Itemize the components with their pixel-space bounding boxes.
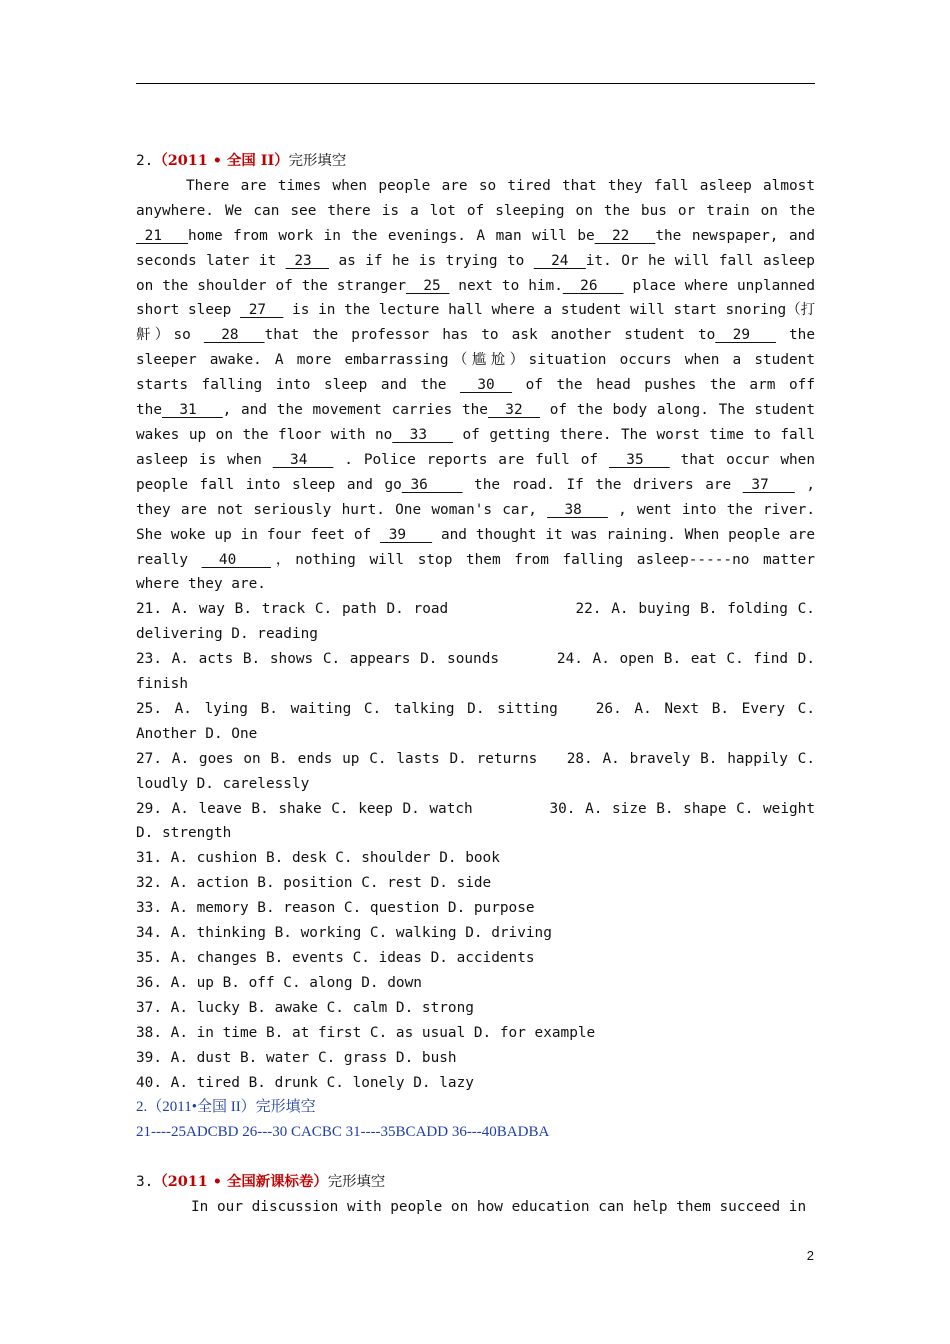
- option-row: 21. A. way B. track C. path D. road 22. A. buying B. folding C. delivering D. reading: [136, 601, 815, 643]
- passage-text: it. Or he will fall asleep on the shoulder of the stranger: [136, 252, 815, 294]
- passage-text: that occur when people fall into sleep and go: [136, 451, 815, 493]
- option-row: 33. A. memory B. reason C. question D. purpose: [136, 900, 535, 917]
- section-3-heading: [136, 1170, 815, 1195]
- cloze-blank: __29___: [715, 327, 776, 344]
- page-number: 2: [806, 1248, 814, 1263]
- section-2-title: 完形填空: [288, 153, 347, 169]
- passage-text: that the professor has to ask another student to: [264, 327, 716, 344]
- passage-text: the newspaper, and seconds later it: [136, 227, 815, 269]
- option-row: 37. A. lucky B. awake C. calm D. strong: [136, 999, 474, 1016]
- cloze-blank: __35___: [608, 451, 670, 468]
- cloze-blank: _36____: [401, 476, 463, 493]
- header-rule: [136, 83, 815, 84]
- option-row: 32. A. action B. position C. rest D. side: [136, 875, 492, 892]
- answer-heading: 2.（2011•全国 II）完形填空: [136, 1099, 316, 1116]
- cloze-blank: __34___: [272, 451, 334, 468]
- passage-text: There are times when people are so tired that they fall asleep almost anywhere. We can see there is a lot of sleeping on the bus or train on the: [136, 177, 815, 219]
- option-row: 38. A. in time B. at first C. as usual D. for example: [136, 1024, 596, 1041]
- option-row: 27. A. goes on B. ends up C. lasts D. returns 28. A. bravely B. happily C. loudly D. carelessly: [136, 750, 815, 792]
- passage-text: the road. If the drivers are: [462, 476, 743, 493]
- passage-text: of the head pushes the arm off the: [136, 377, 815, 419]
- cloze-blank: __30__: [460, 377, 513, 394]
- section-3-title: 完形填空: [327, 1174, 386, 1191]
- section-3-number: 3.: [136, 1174, 154, 1191]
- passage-text: ，nothing will stop them from falling asleep-----no matter where they are.: [136, 551, 815, 593]
- option-row: 31. A. cushion B. desk C. shoulder D. book: [136, 850, 500, 867]
- section-3-source: （2011 • 全国新课标卷）: [153, 1173, 328, 1191]
- passage-text: of the body along. The student wakes up on the floor with no: [136, 402, 815, 443]
- cloze-blank: __33___: [392, 426, 453, 443]
- section-2-number: 2.: [136, 153, 154, 169]
- passage-text: of getting there. The worst time to fall asleep is when: [136, 426, 815, 468]
- passage-text: . Police reports are full of: [333, 451, 609, 468]
- section-2-passage: [136, 174, 815, 597]
- cloze-blank: _39___: [380, 526, 433, 543]
- option-row: 29. A. leave B. shake C. keep D. watch 30. A. size B. shape C. weight D. strength: [136, 800, 816, 842]
- option-row: 25. A. lying B. waiting C. talking D. sitting 26. A. Next B. Every C. Another D. One: [136, 700, 815, 742]
- page-content: [136, 149, 815, 1220]
- spacer: [136, 1145, 815, 1170]
- passage-text: as if he is trying to: [328, 252, 534, 269]
- cloze-blank: _37___: [742, 476, 795, 493]
- section-3-passage: In our discussion with people on how education can help them succeed in: [191, 1199, 807, 1216]
- passage-text: , went into the river. She woke up in four feet of: [136, 501, 815, 543]
- passage-text: , and the movement carries the: [222, 402, 488, 419]
- answer-key: 21----25ADCBD 26---30 CACBC 31----35BCADD 36---40BADBA: [136, 1124, 550, 1141]
- option-row: 40. A. tired B. drunk C. lonely D. lazy: [136, 1074, 474, 1091]
- cloze-blank: _21___: [136, 227, 188, 244]
- cloze-blank: __24__: [533, 252, 586, 269]
- passage-text: place where unplanned short sleep: [136, 277, 815, 319]
- cloze-blank: __40____: [201, 551, 271, 568]
- cloze-blank: _23__: [285, 252, 329, 269]
- option-row: 34. A. thinking B. working C. walking D. driving: [136, 925, 552, 942]
- passage-text: and thought it was raining. When people are really: [136, 526, 815, 568]
- option-row: 35. A. changes B. events C. ideas D. accidents: [136, 950, 535, 966]
- passage-text: home from work in the evenings. A man will be: [187, 227, 595, 244]
- cloze-blank: __38___: [547, 501, 608, 518]
- section-2-heading: [136, 149, 815, 174]
- passage-text: the sleeper awake. A more embarrassing（尴尬）situation occurs when a student starts falling into sleep and the: [136, 327, 816, 394]
- cloze-blank: _27__: [240, 302, 284, 319]
- passage-text: is in the lecture hall where a student will start snoring（打鼾）so: [136, 302, 815, 344]
- cloze-blank: __32__: [487, 402, 540, 419]
- cloze-blank: __22___: [594, 227, 656, 244]
- section-2-options: [136, 597, 815, 1095]
- cloze-blank: __25_: [406, 277, 450, 294]
- option-row: 39. A. dust B. water C. grass D. bush: [136, 1049, 457, 1066]
- passage-text: , they are not seriously hurt. One woman's car,: [136, 476, 815, 518]
- cloze-blank: __31___: [162, 402, 223, 419]
- section-2-source: （2011 • 全国 II）: [153, 152, 289, 169]
- option-row: 36. A. up B. off C. along D. down: [136, 974, 422, 991]
- option-row: 23. A. acts B. shows C. appears D. sounds 24. A. open B. eat C. find D. finish: [136, 651, 815, 693]
- cloze-blank: __28___: [203, 327, 265, 344]
- passage-text: next to him.: [449, 277, 563, 294]
- cloze-blank: __26___: [562, 277, 624, 294]
